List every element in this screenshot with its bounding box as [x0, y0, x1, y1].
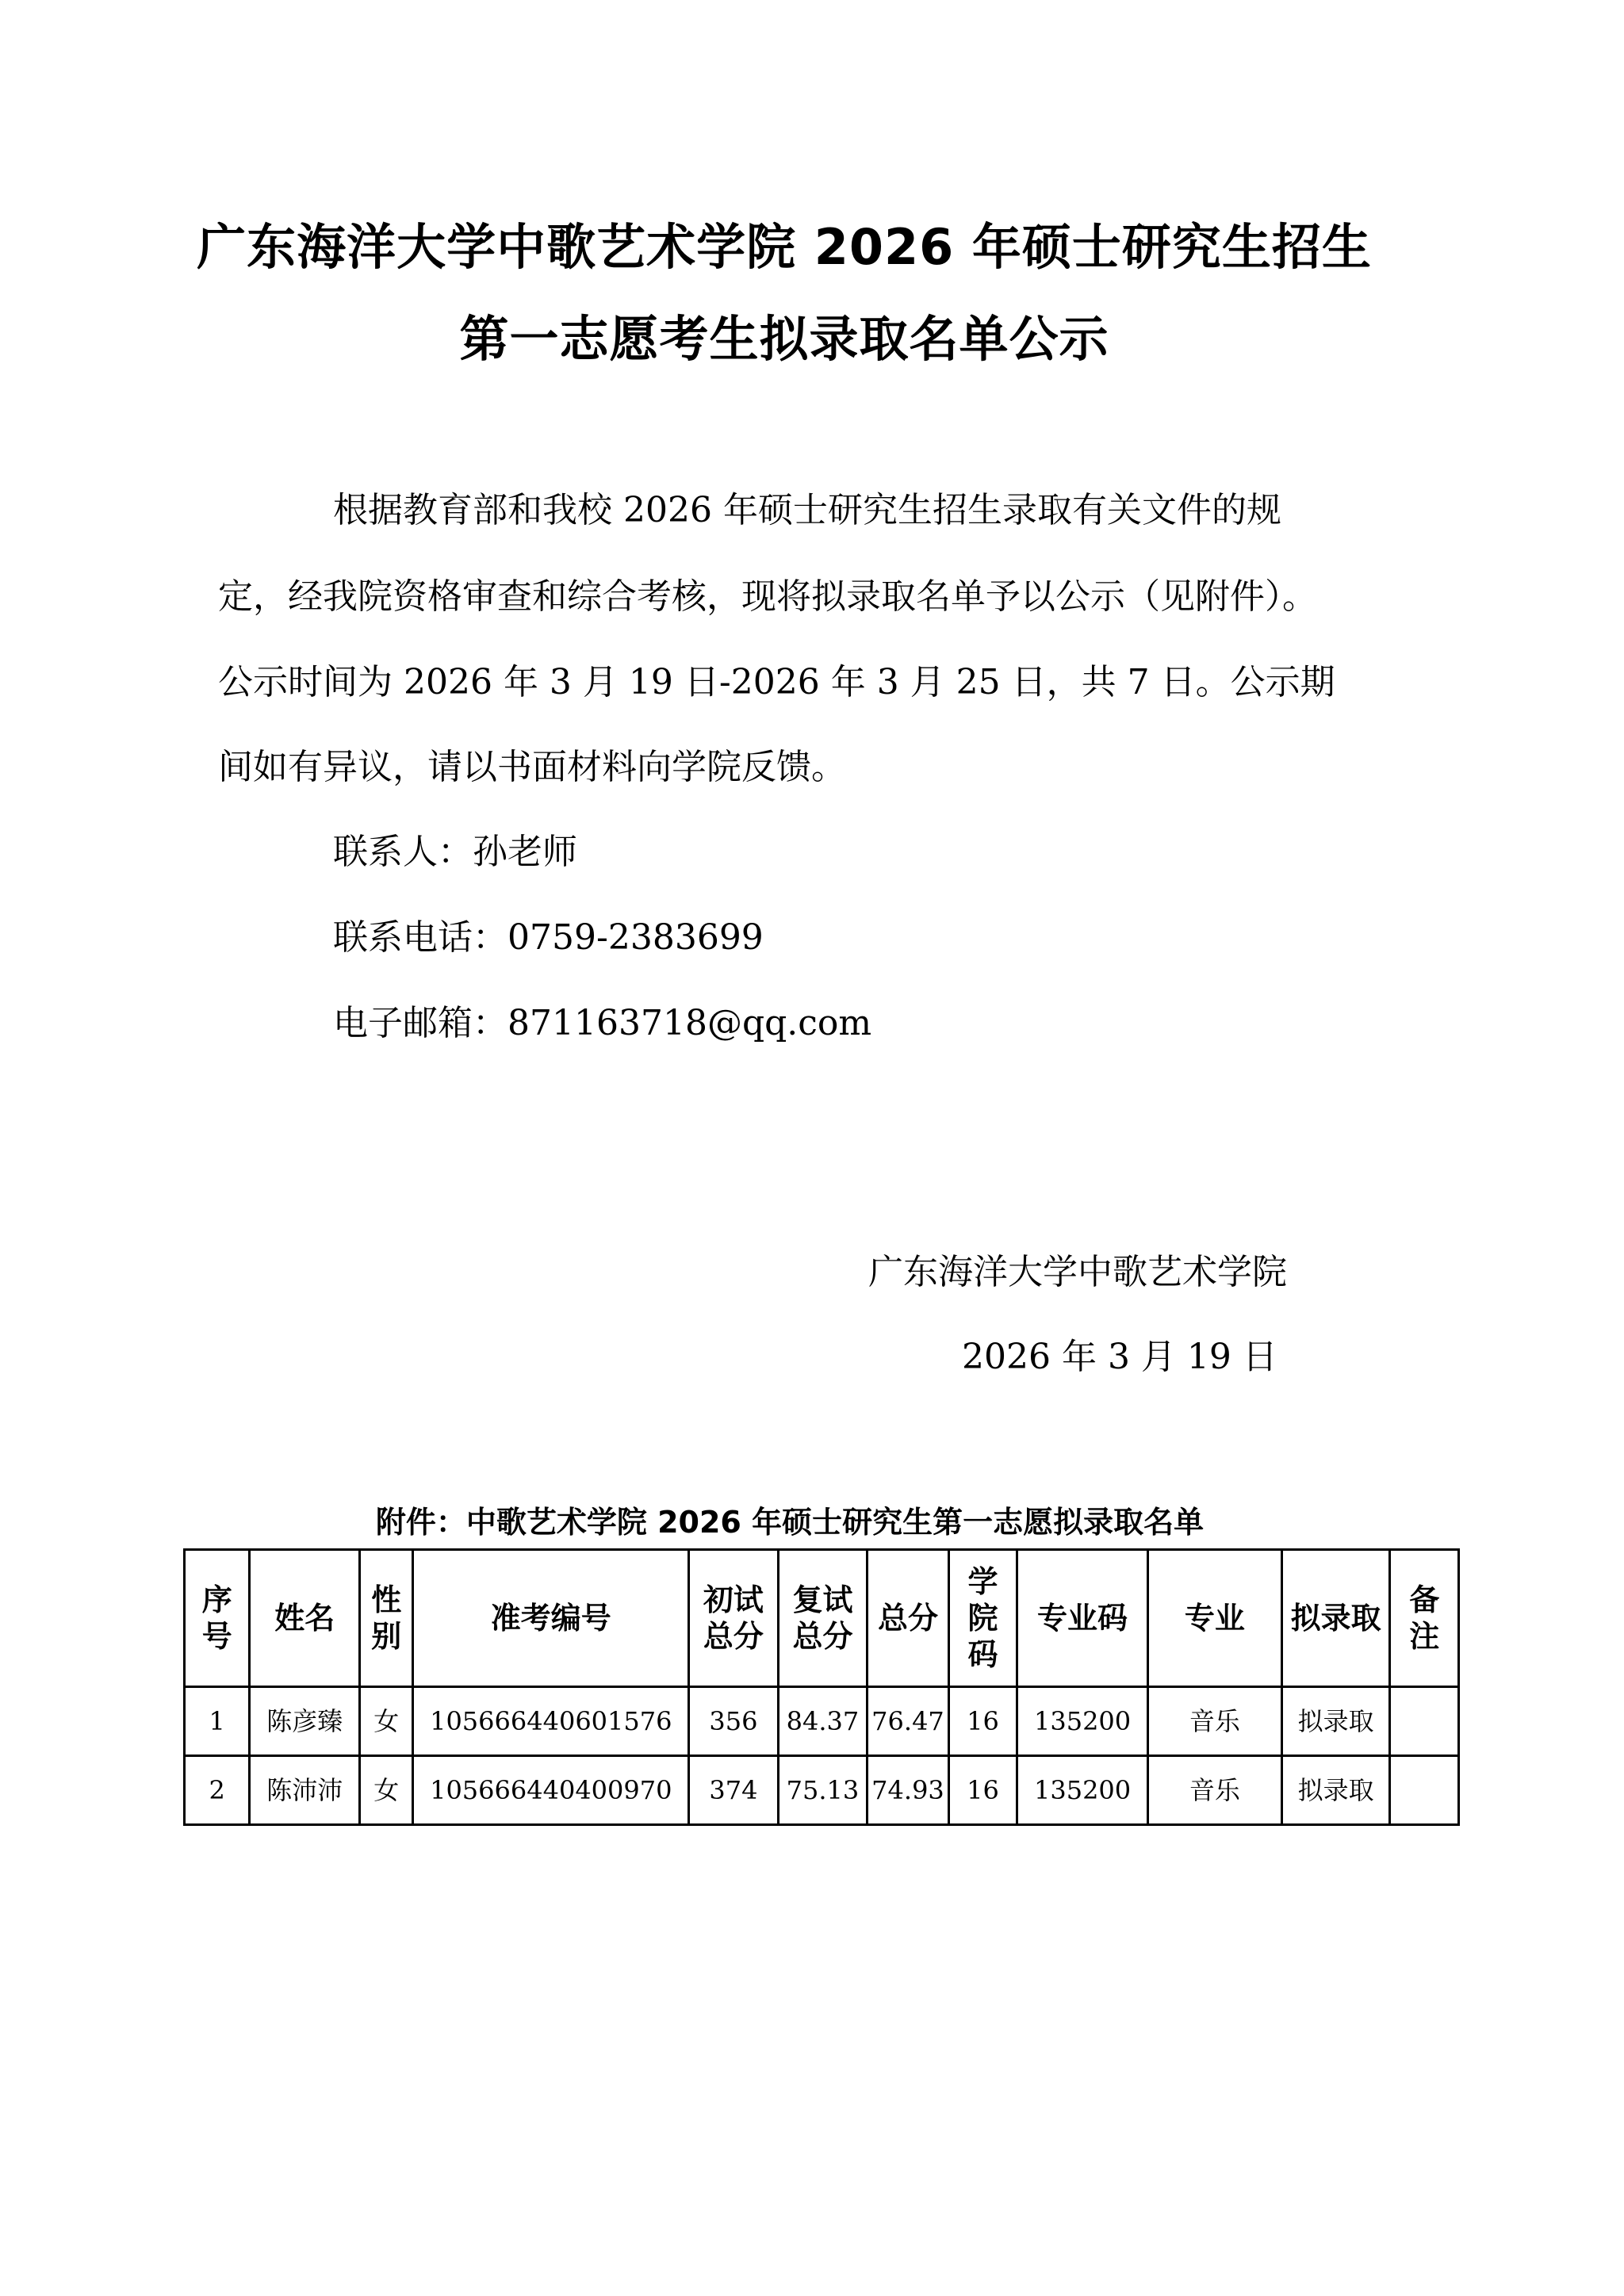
header-remark-char-2: 注: [1409, 1619, 1440, 1654]
signature-date: 2026 年 3 月 19 日: [962, 1337, 1277, 1377]
cell-gender: 女: [360, 1687, 413, 1756]
cell-college-code: 16: [948, 1756, 1017, 1825]
body-paragraph-line-2: 定，经我院资格审查和综合考核，现将拟录取名单予以公示（见附件）。: [218, 576, 1317, 617]
body-paragraph-line-1: 根据教育部和我校 2026 年硕士研究生招生录取有关文件的规: [333, 490, 1281, 530]
cell-exam-no: 105666440601576: [413, 1687, 689, 1756]
contact-email: 电子邮箱：871163718@qq.com: [333, 1003, 872, 1043]
page-title-line-2: 第一志愿考生拟录取名单公示: [459, 310, 1109, 368]
header-prelim-line-1: 初试: [703, 1582, 764, 1617]
header-gender: [360, 1550, 413, 1687]
header-college-code: [948, 1550, 1017, 1687]
cell-major-code: 135200: [1017, 1687, 1148, 1756]
header-major: 专业: [1147, 1550, 1281, 1687]
cell-total-score: 74.93: [868, 1756, 949, 1825]
table-row: [185, 1756, 1459, 1825]
admission-table: [183, 1548, 1460, 1826]
cell-remark: [1390, 1756, 1459, 1825]
cell-exam-no: 105666440400970: [413, 1756, 689, 1825]
cell-admit: 拟录取: [1281, 1687, 1390, 1756]
signature-organization: 广东海洋大学中歌艺术学院: [868, 1252, 1287, 1292]
contact-phone: 联系电话：0759-2383699: [333, 917, 764, 958]
cell-seq: 2: [185, 1756, 250, 1825]
attachment-title: 附件：中歌艺术学院 2026 年硕士研究生第一志愿拟录取名单: [375, 1505, 1205, 1540]
header-remark: [1390, 1550, 1459, 1687]
body-paragraph-line-3: 公示时间为 2026 年 3 月 19 日-2026 年 3 月 25 日，共 7 日。公示期: [218, 662, 1335, 702]
header-college-char-2: 院: [967, 1601, 998, 1636]
cell-prelim-score: 356: [689, 1687, 779, 1756]
header-gender-char-2: 别: [371, 1619, 402, 1654]
table-row: [185, 1687, 1459, 1756]
cell-major-code: 135200: [1017, 1756, 1148, 1825]
header-college-char-1: 学: [967, 1564, 998, 1599]
cell-major: 音乐: [1147, 1756, 1281, 1825]
header-college-char-3: 码: [967, 1637, 998, 1672]
cell-retest-score: 75.13: [778, 1756, 868, 1825]
header-exam-no: 准考编号: [413, 1550, 689, 1687]
cell-name: 陈沛沛: [250, 1756, 360, 1825]
header-seq-char-1: 序: [201, 1582, 232, 1617]
cell-remark: [1390, 1687, 1459, 1756]
header-major-code: 专业码: [1017, 1550, 1148, 1687]
contact-person: 联系人：孙老师: [333, 832, 577, 872]
cell-major: 音乐: [1147, 1687, 1281, 1756]
header-prelim-score: [689, 1550, 779, 1687]
header-retest-line-1: 复试: [792, 1582, 853, 1617]
cell-admit: 拟录取: [1281, 1756, 1390, 1825]
table-header-row: [185, 1550, 1459, 1687]
cell-total-score: 76.47: [868, 1687, 949, 1756]
page-title-line-1: 广东海洋大学中歌艺术学院 2026 年硕士研究生招生: [197, 218, 1372, 276]
header-retest-score: [778, 1550, 868, 1687]
header-seq-char-2: 号: [201, 1619, 232, 1654]
cell-retest-score: 84.37: [778, 1687, 868, 1756]
header-gender-char-1: 性: [371, 1582, 402, 1617]
body-paragraph-line-4: 间如有异议，请以书面材料向学院反馈。: [218, 747, 846, 787]
cell-gender: 女: [360, 1756, 413, 1825]
cell-seq: 1: [185, 1687, 250, 1756]
header-seq: [185, 1550, 250, 1687]
header-retest-line-2: 总分: [792, 1619, 853, 1654]
header-admit: 拟录取: [1281, 1550, 1390, 1687]
cell-name: 陈彦臻: [250, 1687, 360, 1756]
header-total-score: 总分: [868, 1550, 949, 1687]
cell-prelim-score: 374: [689, 1756, 779, 1825]
header-name: 姓名: [250, 1550, 360, 1687]
header-prelim-line-2: 总分: [703, 1619, 764, 1654]
header-remark-char-1: 备: [1409, 1582, 1440, 1617]
cell-college-code: 16: [948, 1687, 1017, 1756]
